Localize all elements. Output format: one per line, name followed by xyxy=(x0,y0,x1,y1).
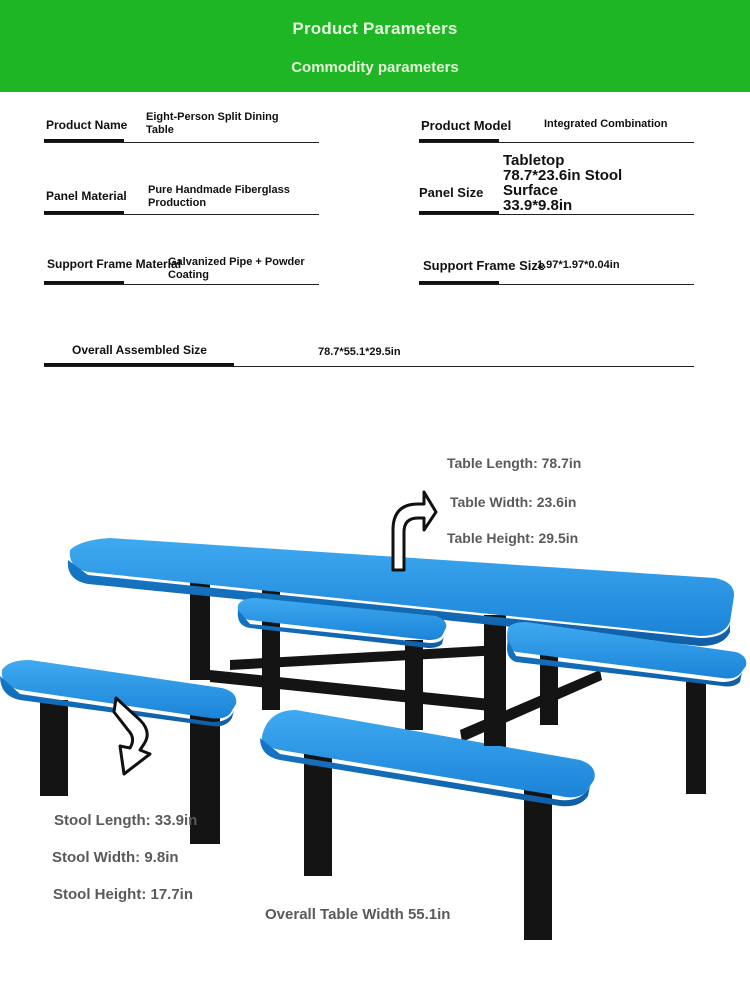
param-rule xyxy=(419,284,694,285)
dim-stool-length: Stool Length: 33.9in xyxy=(54,812,198,829)
dim-stool-width: Stool Width: 9.8in xyxy=(52,849,179,866)
dim-table-width: Table Width: 23.6in xyxy=(450,494,577,510)
arrow-down-icon xyxy=(114,698,150,774)
param-rule xyxy=(44,214,319,215)
dim-overall-width: Overall Table Width 55.1in xyxy=(265,906,451,923)
dim-table-length: Table Length: 78.7in xyxy=(447,455,582,471)
param-label: Product Model xyxy=(421,118,512,133)
param-value: 1.97*1.97*0.04in xyxy=(537,259,620,271)
header-banner xyxy=(0,0,750,92)
dim-table-height: Table Height: 29.5in xyxy=(447,530,579,546)
dim-stool-height: Stool Height: 17.7in xyxy=(53,886,194,903)
panel-size-line3: Surface xyxy=(503,182,559,199)
param-value: Pure Handmade Fiberglass Production xyxy=(148,184,290,209)
param-rule xyxy=(44,142,319,143)
param-value xyxy=(503,153,653,213)
param-rule xyxy=(419,142,694,143)
panel-size-line4: 33.9*9.8in xyxy=(503,197,573,214)
param-value: Eight-Person Split Dining Table xyxy=(146,111,279,136)
param-rule xyxy=(44,284,319,285)
param-label: Overall Assembled Size xyxy=(72,343,207,357)
panel-size-line2: 78.7*23.6in Stool xyxy=(503,167,623,184)
param-label: Support Frame Material xyxy=(47,257,182,271)
table-front-leg xyxy=(484,636,506,746)
param-rule xyxy=(419,214,694,215)
panel-size-line1: Tabletop xyxy=(503,152,565,169)
param-value: Galvanized Pipe + Powder Coating xyxy=(168,256,305,281)
banner-subtitle: Commodity parameters xyxy=(291,59,459,76)
param-value: 78.7*55.1*29.5in xyxy=(318,346,401,358)
param-label: Panel Material xyxy=(46,189,127,203)
param-rule xyxy=(44,366,694,367)
param-label: Panel Size xyxy=(419,185,484,200)
param-value: Integrated Combination xyxy=(544,118,668,130)
param-label: Support Frame Size xyxy=(423,258,546,273)
banner-title: Product Parameters xyxy=(292,19,458,38)
param-label: Product Name xyxy=(46,118,128,132)
